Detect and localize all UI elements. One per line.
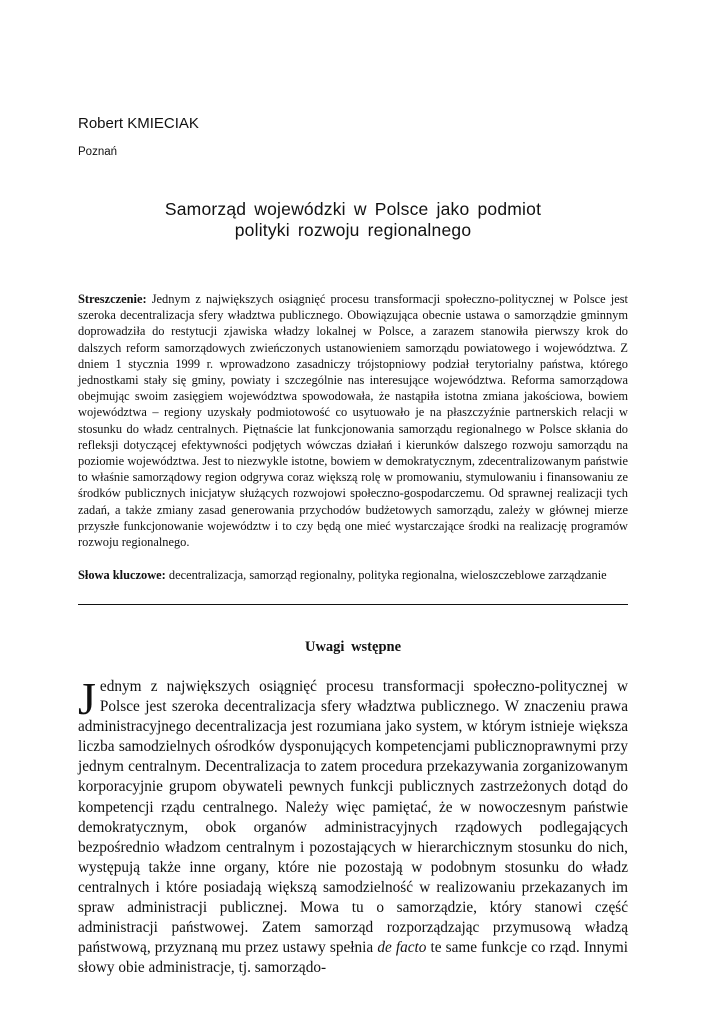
body-paragraph <box>78 673 629 978</box>
abstract <box>78 291 628 550</box>
body-text-end: te same funkcje co rząd. Innymi słowy obie administracje, tj. samorządo- <box>78 939 629 977</box>
abstract-text: Jednym z największych osiągnięć procesu transformacji społeczno-politycznej w Polsce jest szeroka decentralizacja sfery władztwa publicznego. Obowiązująca obecnie ustawa o samorządzie gminnym doprowadziła do restytucji zjawiska władzy lokalnej w Polsce, a zarazem stanowiła pierwszy krok do dalszych reform samorządowych zwieńczonych ustanowieniem samorządu powiatowego i województwa. Z dniem 1 stycznia 1999 r. wprowadzono zasadniczy trójstopniowy podział terytorialny państwa, którego jednostkami stały się gminy, powiaty i szczególnie nas interesujące województwa. Reforma samorządowa obejmując swoim zasięgiem województwa spowodowała, że nastąpiła istotna zmiana jakościowa, bowiem województwa – regiony uzyskały podmiotowość co usytuowało je na płaszczyźnie partnerskich relacji w stosunku do władz centralnych. Piętnaście lat funkcjonowania samorządu regionalnego w Polsce skłania do refleksji dotyczącej efektywności podjętych wówczas działań i kierunków dalszego rozwoju samorządu na poziomie województwa. Jest to niezwykle istotne, bowiem w demokratycznym, zdecentralizowanym państwie to właśnie samorządowy region odgrywa coraz większą rolę w promowaniu, stymulowaniu i finansowaniu ze środków publicznych inicjatyw służących rozwojowi społeczno-gospodarczemu. Od sprawnej realizacji tych zadań, a także zmiany zasad generowania przychodów budżetowych samorządu, zależy w głównej mierze przyszłe funkcjonowanie województw i to czy będą one mieć wystarczające środki na realizację programów rozwoju regionalnego. <box>78 292 628 550</box>
drop-cap: J <box>78 673 96 724</box>
divider-rule <box>78 604 628 605</box>
paper-title <box>78 199 628 241</box>
keywords-text: decentralizacja, samorząd regionalny, polityka regionalna, wieloszczeblowe zarządzanie <box>168 568 607 582</box>
title-line-1: Samorząd wojewódzki w Polsce jako podmiot <box>164 199 542 219</box>
title-line-2: polityki rozwoju regionalnego <box>234 220 472 240</box>
body-text: ednym z największych osiągnięć procesu transformacji społeczno-politycznej w Polsce jest szeroka decentralizacja sfery władztwa publicznego. W znaczeniu prawa administracyjnego decentralizacja jest rozumiana jako system, w którym istnieje większa liczba samodzielnych ośrodków dysponujących kompetencjami publicznoprawnymi przy jednym centralnym. Decentralizacja to zatem procedura przekazywania zorganizowanym korporacyjnie grupom obywateli pewnych funkcji publicznych zastrzeżonych dotąd do kompetencji rządu centralnego. Należy więc pamiętać, że w nowoczesnym państwie demokratycznym, obok organów administracyjnych rządowych podlegających bezpośrednio władzom centralnym i pozostających w hierarchicznym stosunku do nich, występują także inne organy, które nie pozostają w podobnym stosunku do władz centralnych i które posiadają większą samodzielność w realizowaniu przekazanych im spraw administracji publicznej. Mowa tu o samorządzie, który stanowi część administracji państwowej. Zatem samorząd rozporządzając przymusową władzą państwową, przyznaną mu przez ustawy spełnia <box>78 678 628 957</box>
author-name: Robert KMIECIAK <box>78 115 199 132</box>
author-affiliation: Poznań <box>78 146 118 158</box>
italic-phrase: de facto <box>377 939 427 957</box>
abstract-label: Streszczenie: <box>78 292 147 306</box>
keywords-label: Słowa kluczowe: <box>78 568 166 582</box>
keywords <box>78 567 628 583</box>
section-heading: Uwagi wstępne <box>304 639 402 655</box>
